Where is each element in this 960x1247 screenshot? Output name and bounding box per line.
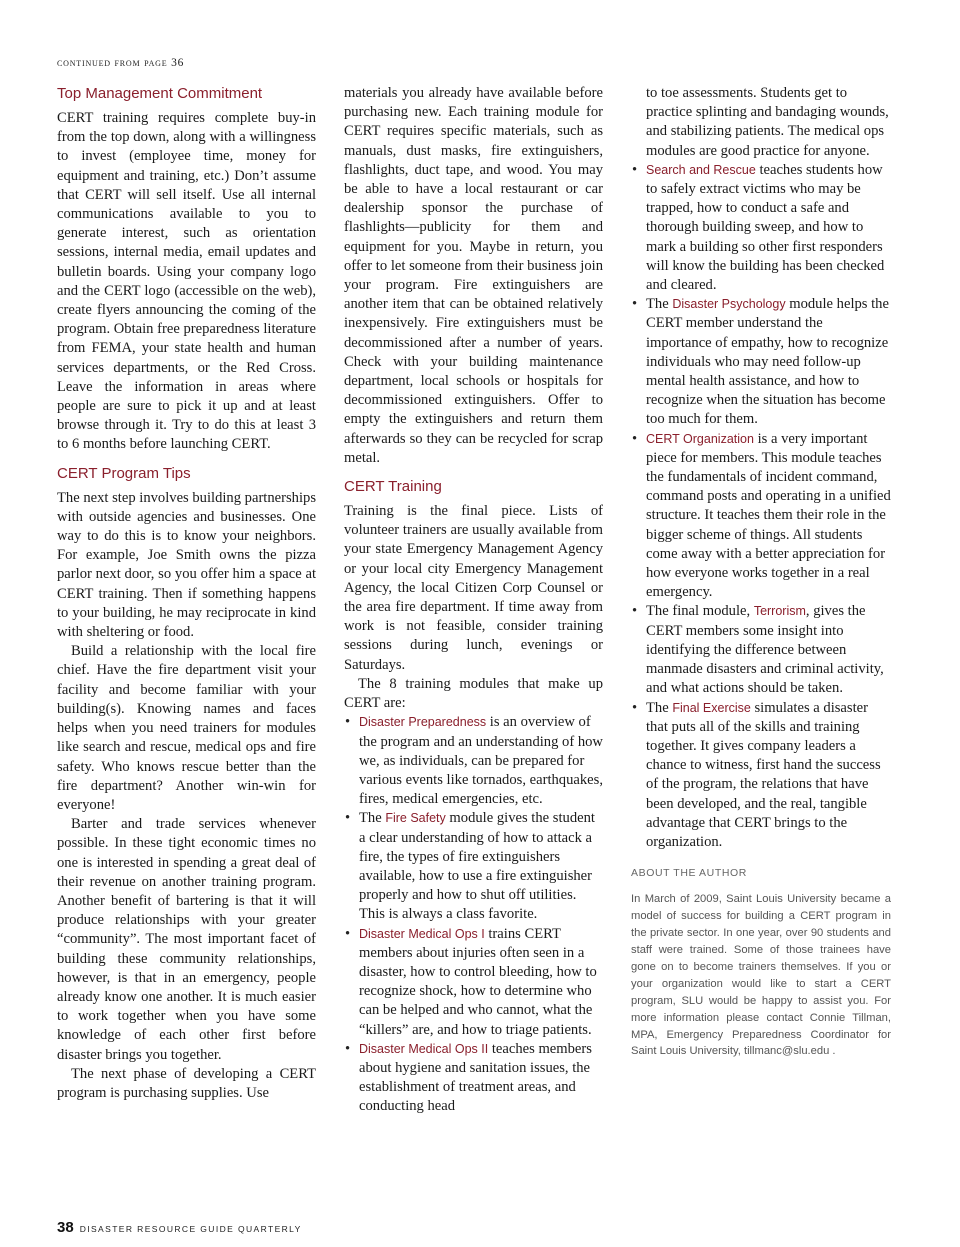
list-item: • CERT Organization is a very important piece for members. This module teaches the fundamentals of incident command, command posts and operating in a unified structure. It teaches them their role in the bigger scheme of things. All students come away with a better appreciation for how everyone works together in a real emergency. xyxy=(631,430,891,603)
module-term: Search and Rescue xyxy=(646,162,756,177)
paragraph: The next step involves building partnerships with outside agencies and businesses. One way to do this is to know your neighbors. For example, Joe Smith owns the pizza parlor next door, so you offer him a space at CERT training. Then if something happens to your building, he may reciprocate in kind with sheltering or food. xyxy=(57,489,316,641)
heading-program-tips: CERT Program Tips xyxy=(57,464,191,482)
about-author-heading: ABOUT THE AUTHOR xyxy=(631,867,747,880)
continued-from-label: continued from page 36 xyxy=(57,57,185,69)
publication-name: DISASTER RESOURCE GUIDE QUARTERLY xyxy=(79,1224,302,1234)
module-term: Disaster Medical Ops I xyxy=(359,926,485,941)
paragraph: materials you already have available before purchasing new. Each training module for CERT requires specific materials, such as manuals, dust masks, fire extinguishers, flashlights, duct tape, and wood. You may be able to have a local restaurant or car dealership sponsor the purchase of flashlights—publicity for them and equipment for you. Maybe in return, you offer to let someone from their business join your program. Fire extinguishers are another item that can be obtained relatively inexpensively. Fire extinguishers must be decommissioned after a number of years. Check with your building maintenance department, local schools or hospitals for decommissioned extinguishers. Offer to empty the extinguishers and return them afterwards so they can be recycled for scrap metal. xyxy=(344,85,603,466)
paragraph: The 8 training modules that make up CERT are: xyxy=(344,675,603,712)
column-2 xyxy=(344,84,603,1117)
list-item: • The Disaster Psychology module helps the CERT member understand the importance of empathy, how to recognize individuals who may need follow-up mental health assistance, and how to recognize when the situation has become too much for them. xyxy=(631,295,891,429)
module-list xyxy=(631,161,891,852)
column-3 xyxy=(631,84,891,1060)
list-item: • The Final Exercise simulates a disaster that puts all of the skills and training together. It gives company leaders a chance to witness, first hand the success of the program, the relations that have been developed, and the real, tangible advantage that CERT brings to the organization. xyxy=(631,699,891,853)
heading-top-management: Top Management Commitment xyxy=(57,85,263,102)
paragraph: The next phase of developing a CERT program is purchasing supplies. Use xyxy=(57,1065,316,1101)
list-item: • Search and Rescue teaches students how to safely extract victims who may be trapped, how to conduct a safe and thorough building sweep, and how to mark a building so other first responders will know the building has been checked and cleared. xyxy=(631,161,891,295)
page-number: 38 xyxy=(57,1219,74,1236)
column-1 xyxy=(57,84,316,1103)
module-term: Final Exercise xyxy=(672,700,751,715)
paragraph: Build a relationship with the local fire chief. Have the fire department visit your facility and become familiar with your building(s). Knowing names and faces helps when you need trainers for modules like search and rescue, medical ops and fire safety. Who knows rescue better than the fire department? Another win-win for everyone! xyxy=(57,643,316,813)
module-term: Disaster Preparedness xyxy=(359,715,487,730)
page-footer xyxy=(57,1219,302,1236)
heading-cert-training: CERT Training xyxy=(344,478,442,496)
paragraph: Barter and trade services whenever possible. In these tight economic times no one is interested in spending a great deal of their revenue on another training program. Another benefit of bartering is that it will produce relationships with your greater “community”. The most important facet of building these community relationships, however, is that in an emergency, people already know one another. It is much easier to work together when you have some knowledge of each other first before disaster brings you together. xyxy=(57,816,316,1063)
list-item: • Disaster Medical Ops II teaches members about hygiene and sanitation issues, the establishment of treatment areas, and conducting head xyxy=(344,1040,603,1117)
list-item: • The Fire Safety module gives the student a clear understanding of how to attack a fire, the types of fire extinguishers available, how to use a fire extinguisher properly and how to shut off utilities. This is always a class favorite. xyxy=(344,809,603,924)
list-item: • Disaster Preparedness is an overview of the program and an understanding of how we, as individuals, can be prepared for various events like tornados, earthquakes, fires, medical emergencies, etc. xyxy=(344,713,603,809)
list-item: • The final module, Terrorism, gives the CERT members some insight into identifying the difference between manmade disasters and criminal activity, and what actions should be taken. xyxy=(631,602,891,698)
module-term: Fire Safety xyxy=(385,811,446,826)
module-term: Terrorism xyxy=(753,604,806,619)
paragraph: Training is the final piece. Lists of volunteer trainers are usually available from your state Emergency Management Agency or your local city Emergency Management Agency, the local Citizen Corp Counsel or the area fire department. If time away from work is not feasible, consider training sessions during lunch, evenings or Saturdays. xyxy=(344,503,603,673)
paragraph: CERT training requires complete buy-in from the top down, along with a willingness to invest (employee time, money for equipment and training, etc.) Don’t assume that CERT will sell itself. Use all internal communications available to you to generate interest, such as orientation sessions, internal media, email updates and bulletin boards. Using your company logo and the CERT logo (accessible on the web), create flyers announcing the coming of the program. Obtain free preparedness literature from FEMA, your state health and human services departments, or the Red Cross. Leave the information in areas where people are sure to pick it up and at least browse through it. Try to do this at least 3 to 6 months before launching CERT. xyxy=(57,110,316,453)
about-author-text: In March of 2009, Saint Louis University became a model of success for building a CERT program in the private sector. In one year, over 90 students and staff were trained. Some of those trainees have gone on to become trainers themselves. If you or your organization would like to start a CERT program, SLU would be happy to assist you. For more information please contact Connie Tillman, MPA, Emergency Preparedness Coordinator for Saint Louis University, tillmanc@slu.edu . xyxy=(631,893,891,1058)
paragraph: to toe assessments. Students get to practice splinting and bandaging wounds, and stabilizing patients. The medical ops modules are good practice for anyone. xyxy=(646,85,889,159)
module-list xyxy=(344,713,603,1116)
module-term: Disaster Psychology xyxy=(672,297,786,312)
module-term: Disaster Medical Ops II xyxy=(359,1041,489,1056)
module-term: CERT Organization xyxy=(646,431,754,446)
list-item: • Disaster Medical Ops I trains CERT members about injuries often seen in a disaster, how to control bleeding, how to recognize shock, how to determine who can be helped and who cannot, what the “killers” are, and how to triage patients. xyxy=(344,925,603,1040)
